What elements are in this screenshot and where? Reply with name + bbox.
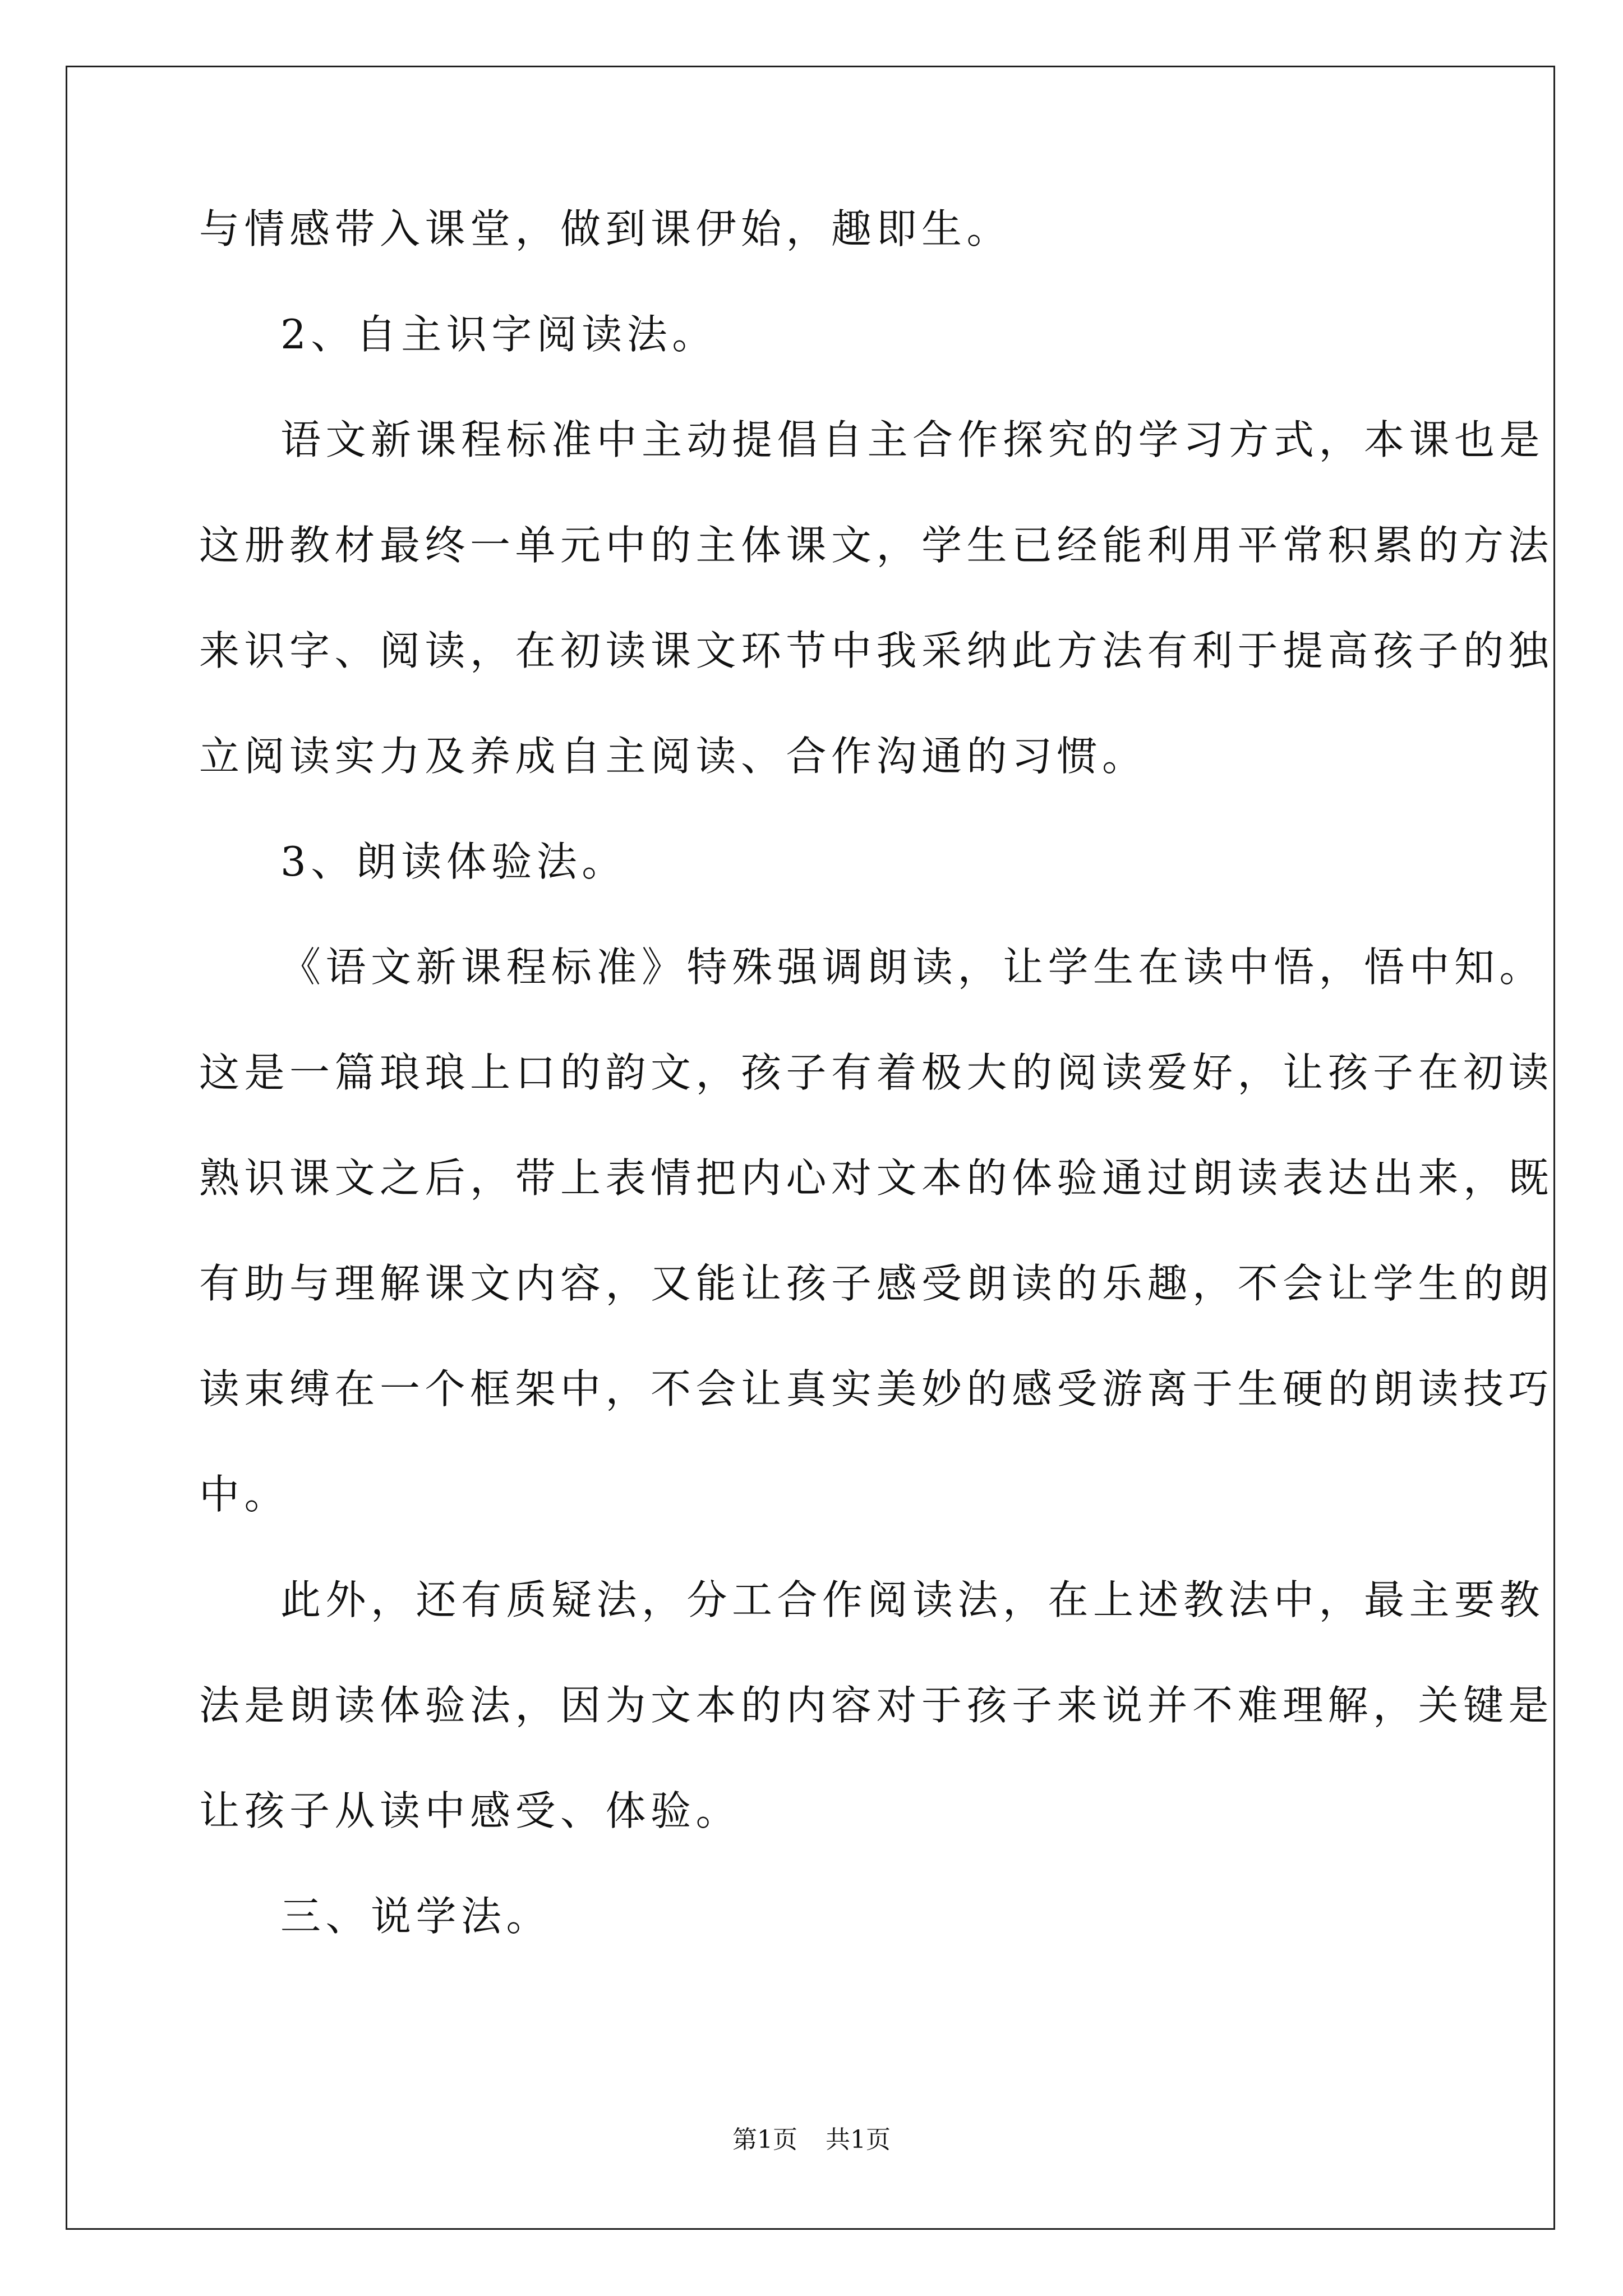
page-total: 共1页 (826, 2125, 891, 2154)
page-number: 第1页 (732, 2125, 797, 2154)
section-heading: 2、自主识字阅读法。 (280, 311, 717, 358)
text-line: 语文新课程标准中主动提倡自主合作探究的学习方式，本课也是 (280, 416, 1545, 463)
text-line: 熟识课文之后，带上表情把内心对文本的体验通过朗读表达出来，既 (199, 1154, 1554, 1202)
text-line: 这册教材最终一单元中的主体课文，学生已经能利用平常积累的方法 (199, 522, 1554, 569)
text-line: 法是朗读体验法，因为文本的内容对于孩子来说并不难理解，关键是 (199, 1682, 1554, 1729)
text-line: 此外，还有质疑法，分工合作阅读法，在上述教法中，最主要教 (280, 1576, 1545, 1623)
text-line: 与情感带入课堂，做到课伊始，趣即生。 (199, 205, 1012, 252)
text-line: 立阅读实力及养成自主阅读、合作沟通的习惯。 (199, 733, 1147, 780)
text-line: 有助与理解课文内容，又能让孩子感受朗读的乐趣，不会让学生的朗 (199, 1260, 1554, 1307)
text-line: 这是一篇琅琅上口的韵文，孩子有着极大的阅读爱好，让孩子在初读 (199, 1049, 1554, 1096)
text-line: 让孩子从读中感受、体验。 (199, 1787, 741, 1834)
section-heading: 三、说学法。 (280, 1893, 552, 1940)
page-footer (0, 2126, 1623, 2154)
document-body (199, 205, 1554, 2001)
text-line: 《语文新课程标准》特殊强调朗读，让学生在读中悟，悟中知。 (280, 944, 1545, 991)
section-heading: 3、朗读体验法。 (280, 838, 627, 885)
text-line: 来识字、阅读，在初读课文环节中我采纳此方法有利于提高孩子的独 (199, 627, 1554, 674)
text-line: 中。 (199, 1471, 290, 1518)
text-line: 读束缚在一个框架中，不会让真实美妙的感受游离于生硬的朗读技巧 (199, 1365, 1554, 1412)
